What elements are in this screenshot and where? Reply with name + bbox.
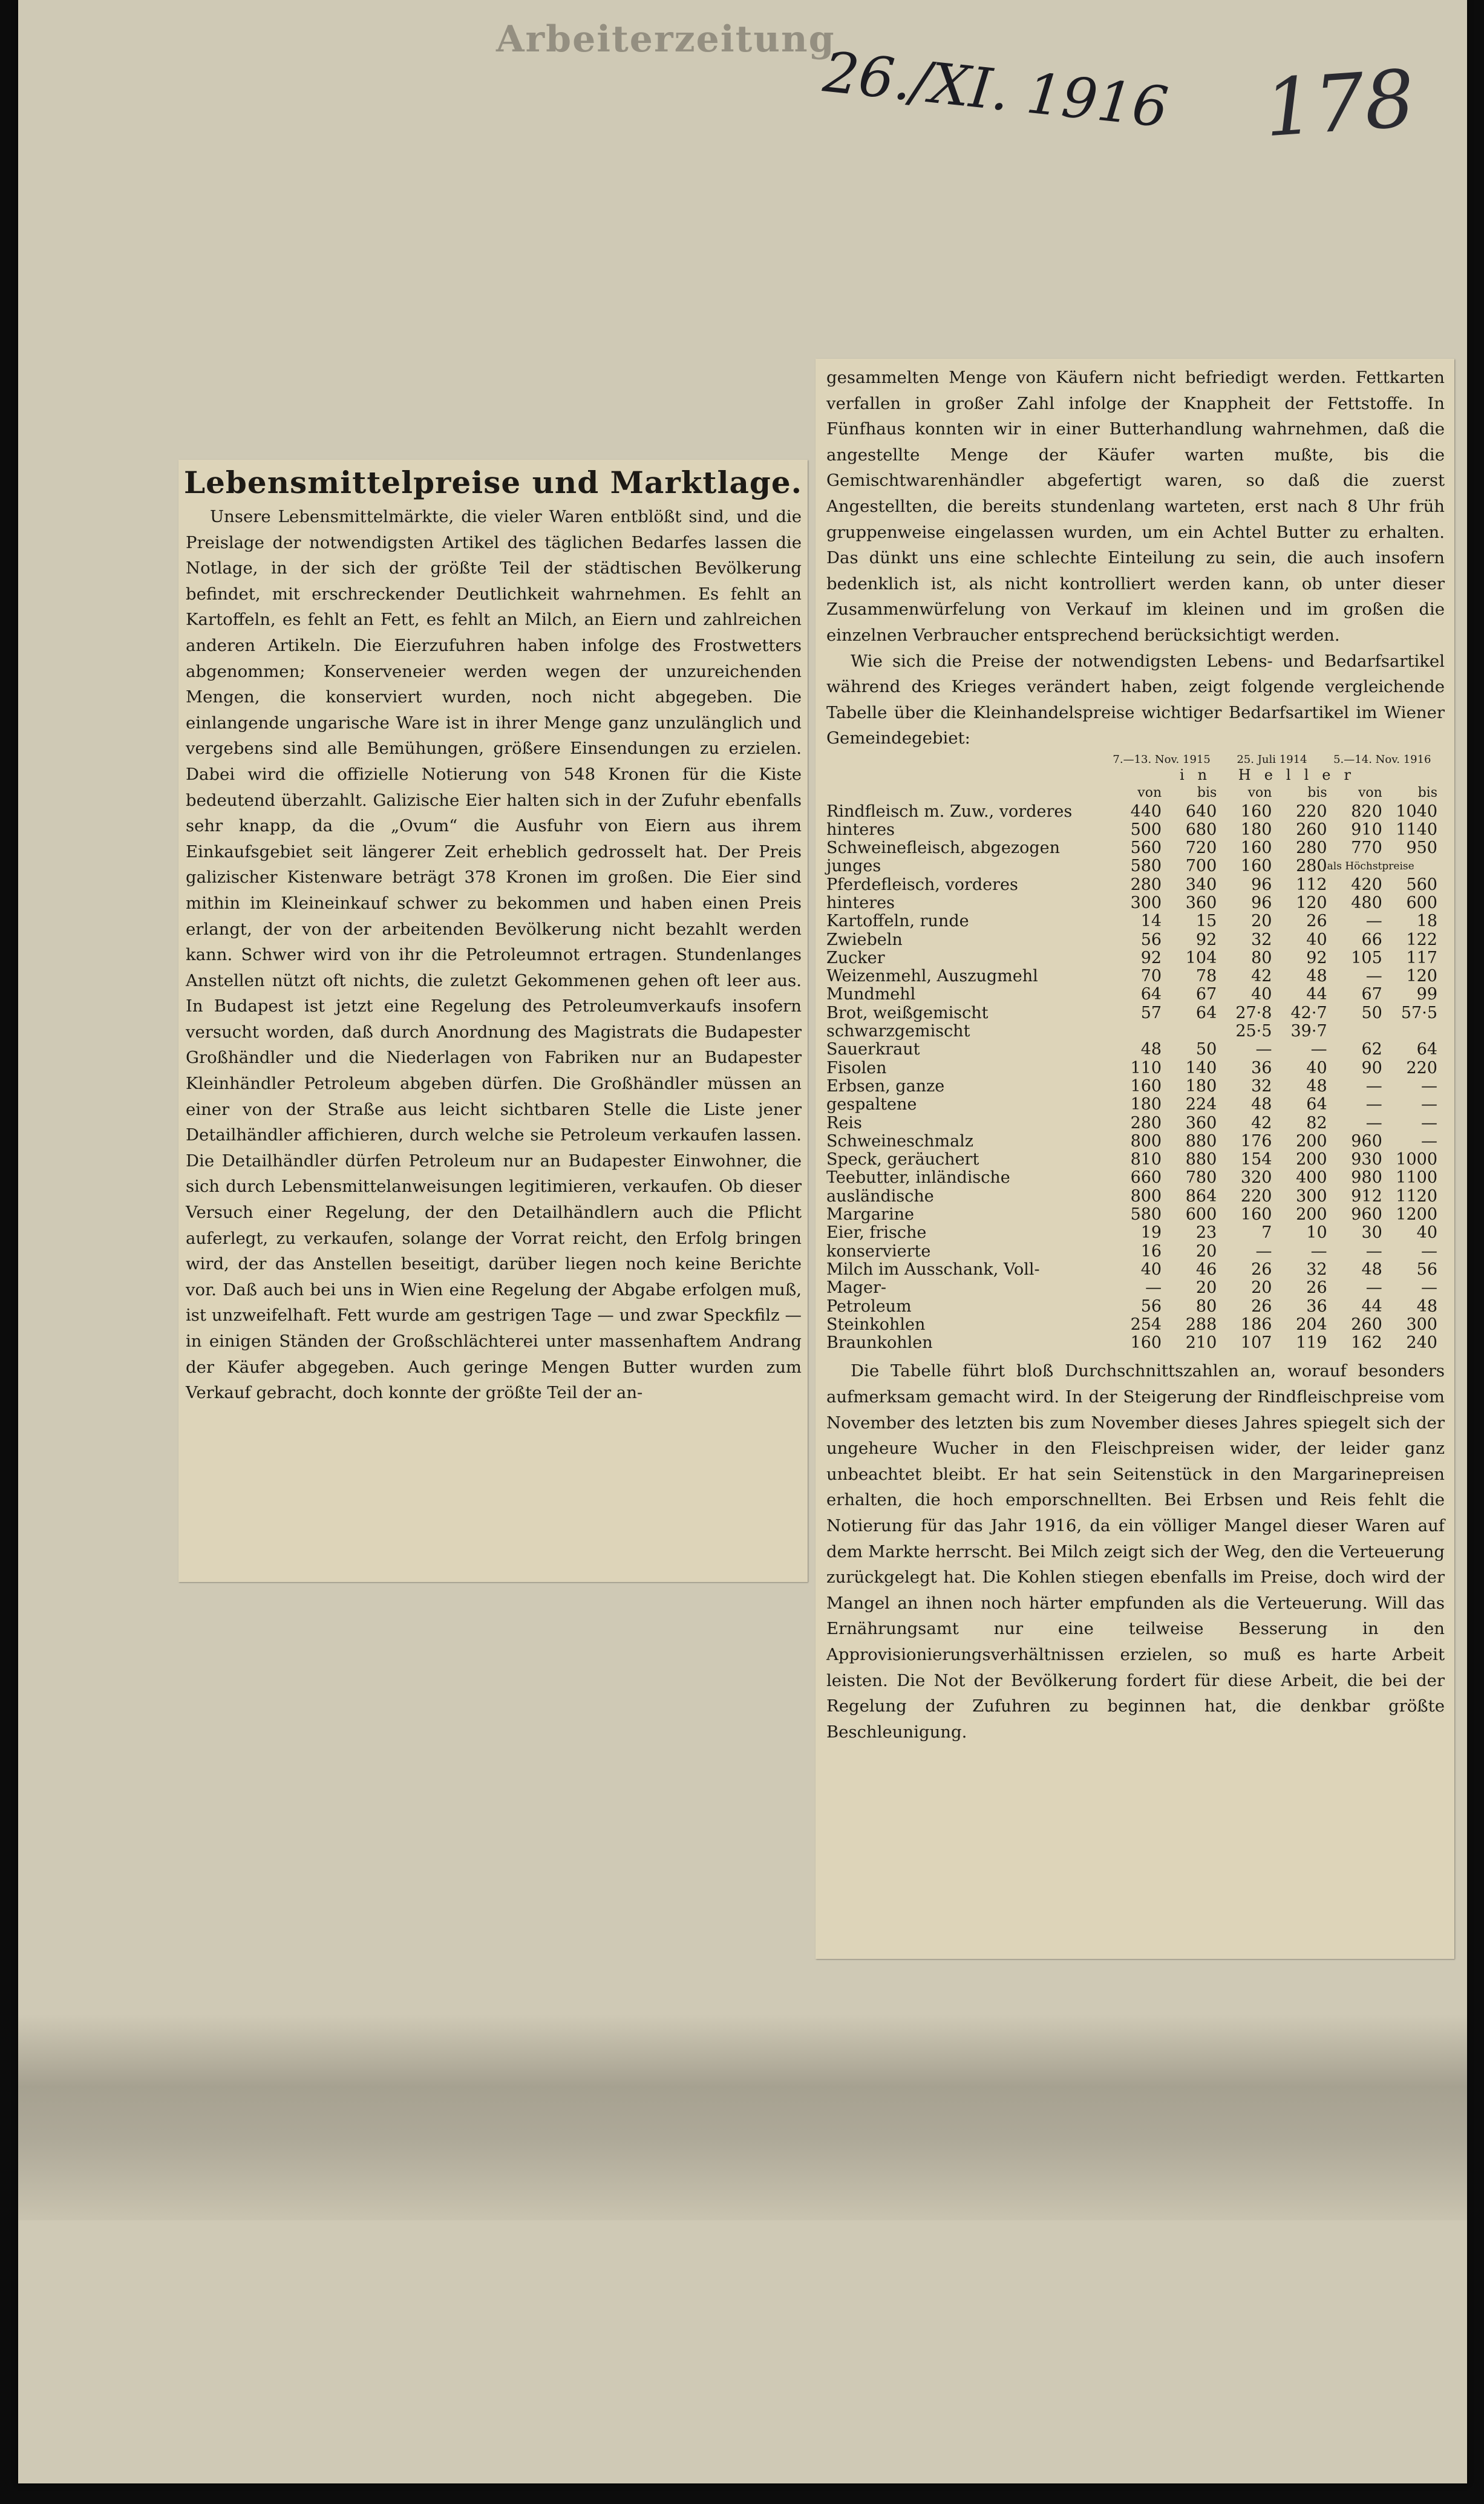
item-label: Reis <box>826 1113 862 1133</box>
item-label: Milch im Ausschank, Voll- <box>826 1260 1040 1279</box>
price-cell: 32 <box>1251 930 1272 949</box>
table-intro: Wie sich die Preise der notwendigsten Lebens- und Bedarfsartikel während des Krieges verändert haben, zeigt folgende vergleichende Tabelle über die Kleinhandelspreise wichtiger Bedarfsartikel im Wiener Gemeindegebiet: <box>826 651 1445 748</box>
price-cell: 96 <box>1251 875 1272 894</box>
price-cell: 10 <box>1306 1223 1327 1243</box>
price-cell: — <box>1421 1095 1437 1114</box>
table-row <box>826 1133 1437 1151</box>
price-cell: 18 <box>1416 912 1437 931</box>
price-cell: 62 <box>1361 1040 1382 1059</box>
sub-header: bis <box>1307 785 1327 801</box>
item-label: hinteres <box>826 893 895 912</box>
price-cell: 122 <box>1406 930 1437 949</box>
price-cell: 42 <box>1251 967 1272 986</box>
table-row <box>826 1261 1437 1279</box>
period-header: 25. Juli 1914 <box>1237 753 1307 766</box>
price-cell: 96 <box>1251 893 1272 912</box>
price-cell: 200 <box>1296 1150 1327 1169</box>
period-header: 7.—13. Nov. 1915 <box>1113 753 1211 766</box>
item-label: schwarzgemischt <box>826 1022 970 1041</box>
price-cell: 160 <box>1130 1333 1162 1353</box>
price-cell: 200 <box>1296 1205 1327 1224</box>
price-cell: 26 <box>1251 1260 1272 1279</box>
table-row <box>826 1077 1437 1096</box>
price-cell: 42·7 <box>1290 1003 1327 1022</box>
price-cell: 19 <box>1140 1223 1162 1243</box>
price-cell: 580 <box>1130 1205 1162 1224</box>
price-cell: 480 <box>1351 893 1382 912</box>
price-cell: 23 <box>1195 1223 1217 1243</box>
table-row <box>826 931 1437 949</box>
price-cell: 180 <box>1130 1095 1162 1114</box>
price-cell: 112 <box>1296 875 1327 894</box>
price-cell: 280 <box>1130 1113 1162 1133</box>
price-cell: 288 <box>1185 1315 1217 1334</box>
price-cell: 1200 <box>1396 1205 1437 1224</box>
item-label: Margarine <box>826 1205 914 1224</box>
table-row <box>826 1316 1437 1334</box>
price-cell: 92 <box>1140 948 1162 967</box>
archive-sheet <box>18 0 1467 2483</box>
item-label: ausländische <box>826 1186 934 1206</box>
price-cell: 57 <box>1140 1003 1162 1022</box>
closing-paragraph: Die Tabelle führt bloß Durchschnittszahlen an, worauf besonders aufmerksam gemacht wird. In der Steigerung der Rindfleischpreise vom November des letzten bis zum November dieses Jahres spiegelt sich der ungeheure Wucher in den Fleischpreisen wider, der leider ganz unbeachtet bleibt. Er hat sein Seitenstück in den Margarinepreisen erhalten, die hoch emporschnellten. Bei Erbsen und Reis fehlt die Notierung für das Jahr 1916, da ein völliger Mangel dieser Waren auf dem Markte herrscht. Bei Milch zeigt sich der Weg, den die Verteuerung zurückgelegt hat. Die Kohlen stiegen ebenfalls im Preise, doch wird der Mangel an ihnen noch härter empfunden als die Verteuerung. Will das Ernährungsamt nur eine teilweise Besserung in den Approvisionierungsverhältnissen erzielen, so muß es harte Arbeit leisten. Die Not der Bevölkerung fordert für diese Arbeit, die bei der Regelung der Zufuhren zu beginnen hat, die denkbar größte Beschleunigung. <box>826 1361 1445 1742</box>
price-table-body <box>826 803 1437 1353</box>
price-cell: 400 <box>1296 1168 1327 1188</box>
sub-header: von <box>1247 785 1272 801</box>
price-cell: 560 <box>1130 838 1162 858</box>
price-cell: — <box>1421 1131 1437 1151</box>
price-cell: 40 <box>1140 1260 1162 1279</box>
item-label: Braunkohlen <box>826 1333 933 1353</box>
price-cell: 204 <box>1296 1315 1327 1334</box>
price-cell: 32 <box>1251 1076 1272 1096</box>
price-cell: 64 <box>1416 1040 1437 1059</box>
table-row <box>826 876 1437 894</box>
item-label: Weizenmehl, Auszugmehl <box>826 967 1038 986</box>
price-cell: 57·5 <box>1401 1003 1437 1022</box>
article-column-1 <box>178 504 808 1406</box>
price-cell: 160 <box>1240 838 1272 858</box>
price-cell: 780 <box>1185 1168 1217 1188</box>
price-cell: 27·8 <box>1235 1003 1272 1022</box>
price-cell: 140 <box>1185 1058 1217 1077</box>
clipping-column-2 <box>816 359 1454 1959</box>
price-cell: 92 <box>1195 930 1217 949</box>
item-label: Schweineschmalz <box>826 1131 974 1151</box>
price-cell: 220 <box>1406 1058 1437 1077</box>
price-cell: 105 <box>1351 948 1382 967</box>
price-cell: 26 <box>1306 1278 1327 1298</box>
price-cell: 15 <box>1195 912 1217 931</box>
price-cell: 950 <box>1406 838 1437 858</box>
item-label: Fisolen <box>826 1058 887 1077</box>
price-cell: 104 <box>1185 948 1217 967</box>
item-label: Mager- <box>826 1278 887 1298</box>
table-row <box>826 1114 1437 1133</box>
price-cell: 30 <box>1361 1223 1382 1243</box>
price-cell: 260 <box>1351 1315 1382 1334</box>
price-cell: 7 <box>1261 1223 1272 1243</box>
clipping-column-1 <box>178 460 808 1582</box>
price-cell: 300 <box>1130 893 1162 912</box>
article-paragraph-2: gesammelten Menge von Käufern nicht befriedigt werden. Fettkarten verfallen in großer Zahl infolge der Knappheit der Fettstoffe. In Fünfhaus konnten wir in einer Butterhandlung wahrnehmen, daß die angestellte Menge der Käufer warten mußte, bis die Gemischtwarenhändler abgefertigt waren, so daß die zuerst Angestellten, die bereits stundenlang warteten, erst nach 8 Uhr früh gruppenweise eingelassen wurden, um ein Achtel Butter zu erhalten. Das dünkt uns eine schlechte Einteilung zu sein, die auch insofern bedenklich ist, als nicht kontrolliert werden kann, ob unter dieser Zusammenwürfelung von Verkauf im kleinen und im großen die einzelnen Verbraucher entsprechend berücksichtigt werden. <box>826 368 1445 645</box>
price-cell: 92 <box>1306 948 1327 967</box>
price-cell: 880 <box>1185 1150 1217 1169</box>
price-cell: — <box>1255 1040 1272 1059</box>
table-row <box>826 1224 1437 1242</box>
sub-header: bis <box>1417 785 1437 801</box>
price-cell: 700 <box>1185 857 1217 876</box>
price-cell: 67 <box>1361 985 1382 1004</box>
item-label: Pferdefleisch, vorderes <box>826 875 1018 894</box>
price-table <box>826 754 1437 1353</box>
price-cell: — <box>1421 1241 1437 1261</box>
table-row <box>826 1041 1437 1059</box>
price-cell: 80 <box>1195 1296 1217 1316</box>
price-cell: 56 <box>1140 1296 1162 1316</box>
price-cell: 154 <box>1240 1150 1272 1169</box>
price-cell: 26 <box>1251 1296 1272 1316</box>
price-cell: 224 <box>1185 1095 1217 1114</box>
price-cell: 820 <box>1351 802 1382 821</box>
price-cell: 320 <box>1240 1168 1272 1188</box>
price-cell: 1100 <box>1396 1168 1437 1188</box>
price-cell: 56 <box>1140 930 1162 949</box>
price-cell: 220 <box>1296 802 1327 821</box>
price-cell: 880 <box>1185 1131 1217 1151</box>
price-cell: 260 <box>1296 820 1327 839</box>
price-cell: 107 <box>1240 1333 1272 1353</box>
table-row <box>826 1188 1437 1206</box>
price-cell: 40 <box>1416 1223 1437 1243</box>
item-label: Erbsen, ganze <box>826 1076 945 1096</box>
price-cell: 14 <box>1140 912 1162 931</box>
table-row <box>826 839 1437 857</box>
price-cell: 864 <box>1185 1186 1217 1206</box>
price-cell: 42 <box>1251 1113 1272 1133</box>
price-cell: 1120 <box>1396 1186 1437 1206</box>
price-cell: 640 <box>1185 802 1217 821</box>
price-cell: 180 <box>1240 820 1272 839</box>
price-cell: 16 <box>1140 1241 1162 1261</box>
price-cell: 25·5 <box>1235 1022 1272 1041</box>
paper-fold-shadow <box>18 2015 1467 2220</box>
item-label: Eier, frische <box>826 1223 927 1243</box>
price-cell: 20 <box>1251 1278 1272 1298</box>
price-cell: 440 <box>1130 802 1162 821</box>
price-cell: 300 <box>1406 1315 1437 1334</box>
price-cell: 56 <box>1416 1260 1437 1279</box>
price-cell: 119 <box>1296 1333 1327 1353</box>
price-cell: 360 <box>1185 893 1217 912</box>
article-closing <box>816 1352 1454 1745</box>
price-cell: 48 <box>1416 1296 1437 1316</box>
price-cell: 20 <box>1195 1241 1217 1261</box>
price-cell: — <box>1365 1278 1382 1298</box>
item-label: Brot, weißgemischt <box>826 1003 989 1022</box>
item-label: Sauerkraut <box>826 1040 920 1059</box>
price-cell: — <box>1365 1241 1382 1261</box>
price-cell: 46 <box>1195 1260 1217 1279</box>
table-row <box>826 1059 1437 1077</box>
price-cell: 82 <box>1306 1113 1327 1133</box>
price-cell: 160 <box>1240 857 1272 876</box>
price-cell: 78 <box>1195 967 1217 986</box>
price-cell: 48 <box>1361 1260 1382 1279</box>
item-label: Steinkohlen <box>826 1315 926 1334</box>
price-cell: — <box>1365 912 1382 931</box>
price-cell: 200 <box>1296 1131 1327 1151</box>
price-cell: 160 <box>1130 1076 1162 1096</box>
price-cell: 340 <box>1185 875 1217 894</box>
price-cell: 210 <box>1185 1333 1217 1353</box>
price-cell: 40 <box>1306 930 1327 949</box>
price-cell: — <box>1365 967 1382 986</box>
price-cell: 280 <box>1130 875 1162 894</box>
price-cell: 64 <box>1306 1095 1327 1114</box>
item-label: Petroleum <box>826 1296 912 1316</box>
price-cell: 1000 <box>1396 1150 1437 1169</box>
price-cell: 160 <box>1240 1205 1272 1224</box>
price-cell: 960 <box>1351 1131 1382 1151</box>
price-cell <box>1106 1022 1162 1041</box>
price-note: als Höchstpreise <box>1327 860 1414 873</box>
price-cell: 48 <box>1251 1095 1272 1114</box>
table-row <box>826 912 1437 930</box>
price-cell: 300 <box>1296 1186 1327 1206</box>
article-paragraph-1: Unsere Lebensmittelmärkte, die vieler Waren entblößt sind, und die Preislage der notwendigsten Artikel des täglichen Bedarfes lassen die Notlage, in der sich der größte Teil der städtischen Bevölkerung befindet, mit erschreckender Deutlichkeit wahrnehmen. Es fehlt an Kartoffeln, es fehlt an Fett, es fehlt an Milch, an Eiern und zahlreichen anderen Artikeln. Die Eierzufuhren haben infolge des Frostwetters abgenommen; Konserveneier werden wegen der unzureichenden Mengen, die konserviert wurden, noch nicht abgegeben. Die einlangende ungarische Ware ist in ihrer Menge ganz unzulänglich und vergebens sind alle Bemühungen, größere Einsendungen zu erzielen. Dabei wird die offizielle Notierung von 548 Kronen für die Kiste bedeutend überzahlt. Galizische Eier halten sich in der Zufuhr ebenfalls sehr knapp, da die „Ovum“ die Ausfuhr von Eiern aus ihrem Einkaufsgebiet seit längerer Zeit erheblich gedrosselt hat. Der Preis galizischer Kistenware beträgt 378 Kronen im großen. Die Eier sind mithin im Kleineinkauf schwer zu bekommen und haben einen Preis erlangt, der von der arbeitenden Bevölkerung nicht bezahlt werden kann. Schwer wird von ihr die Petroleumnot ertragen. Stundenlanges Anstellen nützt oft nichts, die zuletzt Gekommenen gehen oft leer aus. In Budapest ist jetzt eine Regelung des Petroleumverkaufs insofern versucht worden, daß durch Anordnung des Magistrats die Budapester Großhändler und die Niederlagen von Fabriken nur an Budapester Kleinhändler Petroleum abgeben dürfen. Die Großhändler müssen an einer von der Straße aus leicht sichtbaren Stelle die Liste jener Detailhändler affichieren, durch welche sie Petroleum verkaufen lassen. Die Detailhändler dürfen Petroleum nur an Budapester Einwohner, die sich durch Lebensmittelanweisungen legitimieren, verkaufen. Ob dieser Versuch einer Regelung, der den Detailhändlern auch die Pflicht auferlegt, zu verkaufen, solange der Vorrat reicht, den Erfolg bringen wird, der das Anstellen beseitigt, darüber liegen noch keine Berichte vor. Daß auch bei uns in Wien eine Regelung der Abgabe erfolgen muß, ist unzweifelhaft. Fett wurde am gestrigen Tage — und zwar Speckfilz — in einigen Ständen der Großschlächterei unter massenhaftem Andrang der Käufer abgegeben. Auch geringe Mengen Butter wurden zum Verkauf gebracht, doch konnte der größte Teil der an- <box>186 507 802 1403</box>
sub-header: von <box>1358 785 1382 801</box>
item-label: gespaltene <box>826 1095 917 1114</box>
price-cell: — <box>1310 1040 1327 1059</box>
price-cell: 600 <box>1406 893 1437 912</box>
price-cell: 280 <box>1296 838 1327 858</box>
item-label: Rindfleisch m. Zuw., vorderes <box>826 802 1073 821</box>
table-row <box>826 1243 1437 1261</box>
price-cell: 120 <box>1296 893 1327 912</box>
price-cell: — <box>1365 1076 1382 1096</box>
price-cell: 180 <box>1185 1076 1217 1096</box>
table-row <box>826 1151 1437 1169</box>
unit-header: in Heller <box>1180 766 1364 783</box>
price-cell: 810 <box>1130 1150 1162 1169</box>
price-cell: 560 <box>1406 875 1437 894</box>
newspaper-stamp: Arbeiterzeitung <box>496 18 835 60</box>
price-cell: 1140 <box>1396 820 1437 839</box>
sub-header: bis <box>1197 785 1217 801</box>
table-row <box>826 803 1437 821</box>
price-cell: 420 <box>1351 875 1382 894</box>
price-cell: — <box>1421 1278 1437 1298</box>
price-cell: 39·7 <box>1290 1022 1327 1041</box>
table-row <box>826 1022 1437 1041</box>
price-cell: 930 <box>1351 1150 1382 1169</box>
table-row <box>826 894 1437 912</box>
price-cell: 280 <box>1296 857 1327 876</box>
price-cell: 220 <box>1240 1186 1272 1206</box>
price-cell: 44 <box>1361 1296 1382 1316</box>
price-cell: 44 <box>1306 985 1327 1004</box>
price-cell: 50 <box>1195 1040 1217 1059</box>
price-cell: 800 <box>1130 1131 1162 1151</box>
price-cell: 580 <box>1130 857 1162 876</box>
item-label: Mundmehl <box>826 985 916 1004</box>
price-cell: 36 <box>1306 1296 1327 1316</box>
table-row <box>826 1298 1437 1316</box>
table-row <box>826 986 1437 1004</box>
price-cell: 40 <box>1251 985 1272 1004</box>
price-cell: — <box>1365 1095 1382 1114</box>
table-row <box>826 857 1437 875</box>
item-label: junges <box>826 857 881 876</box>
item-label: Speck, geräuchert <box>826 1150 979 1169</box>
period-header: 5.—14. Nov. 1916 <box>1333 753 1431 766</box>
item-label: hinteres <box>826 820 895 839</box>
price-cell: 67 <box>1195 985 1217 1004</box>
price-cell: 720 <box>1185 838 1217 858</box>
price-cell: 912 <box>1351 1186 1382 1206</box>
price-cell: 960 <box>1351 1205 1382 1224</box>
price-cell: 120 <box>1406 967 1437 986</box>
table-row <box>826 1206 1437 1224</box>
handwritten-date: 26./XI. 1916 <box>820 39 1171 140</box>
price-cell: 1040 <box>1396 802 1437 821</box>
price-cell: 770 <box>1351 838 1382 858</box>
table-row <box>826 1169 1437 1187</box>
price-cell: 680 <box>1185 820 1217 839</box>
table-row <box>826 1279 1437 1297</box>
table-row <box>826 967 1437 986</box>
price-cell: 70 <box>1140 967 1162 986</box>
price-cell: 40 <box>1306 1058 1327 1077</box>
price-cell: 186 <box>1240 1315 1272 1334</box>
price-cell: 64 <box>1140 985 1162 1004</box>
table-row <box>826 1096 1437 1114</box>
price-cell: — <box>1310 1241 1327 1261</box>
price-cell: 32 <box>1306 1260 1327 1279</box>
item-label: Zwiebeln <box>826 930 903 949</box>
price-cell: 110 <box>1130 1058 1162 1077</box>
price-cell: 26 <box>1306 912 1327 931</box>
table-row <box>826 821 1437 839</box>
price-cell: 240 <box>1406 1333 1437 1353</box>
price-cell: 600 <box>1185 1205 1217 1224</box>
price-cell: 90 <box>1361 1058 1382 1077</box>
price-cell: 176 <box>1240 1131 1272 1151</box>
price-cell: 99 <box>1416 985 1437 1004</box>
price-cell: 660 <box>1130 1168 1162 1188</box>
price-cell: 66 <box>1361 930 1382 949</box>
table-row <box>826 1004 1437 1022</box>
table-row <box>826 1334 1437 1352</box>
price-cell: 64 <box>1195 1003 1217 1022</box>
price-cell <box>1382 1022 1437 1041</box>
price-cell: 500 <box>1130 820 1162 839</box>
price-cell: 980 <box>1351 1168 1382 1188</box>
price-cell: 48 <box>1140 1040 1162 1059</box>
price-cell <box>1327 1022 1382 1041</box>
price-cell: 162 <box>1351 1333 1382 1353</box>
price-cell: 48 <box>1306 967 1327 986</box>
item-label: Zucker <box>826 948 885 967</box>
price-cell: — <box>1145 1278 1162 1298</box>
price-cell: 36 <box>1251 1058 1272 1077</box>
price-cell: — <box>1421 1076 1437 1096</box>
price-cell: 20 <box>1251 912 1272 931</box>
item-label: Schweinefleisch, abgezogen <box>826 838 1061 858</box>
price-cell: 910 <box>1351 820 1382 839</box>
price-cell <box>1162 1022 1217 1041</box>
price-cell: 160 <box>1240 802 1272 821</box>
price-cell: 800 <box>1130 1186 1162 1206</box>
item-label: Teebutter, inländische <box>826 1168 1010 1188</box>
item-label: Kartoffeln, runde <box>826 912 969 931</box>
sub-header: von <box>1137 785 1162 801</box>
price-cell: 117 <box>1406 948 1437 967</box>
handwritten-number: 178 <box>1261 52 1418 155</box>
article-column-2 <box>816 359 1454 751</box>
price-cell: — <box>1255 1241 1272 1261</box>
article-title: Lebensmittelpreise und Marktlage. <box>183 465 803 500</box>
price-cell: 50 <box>1361 1003 1382 1022</box>
price-cell: — <box>1365 1113 1382 1133</box>
price-cell: 80 <box>1251 948 1272 967</box>
price-cell: 20 <box>1195 1278 1217 1298</box>
item-label: konservierte <box>826 1241 931 1261</box>
table-row <box>826 949 1437 967</box>
price-cell: 254 <box>1130 1315 1162 1334</box>
price-cell: 360 <box>1185 1113 1217 1133</box>
price-cell: 48 <box>1306 1076 1327 1096</box>
price-cell: — <box>1421 1113 1437 1133</box>
